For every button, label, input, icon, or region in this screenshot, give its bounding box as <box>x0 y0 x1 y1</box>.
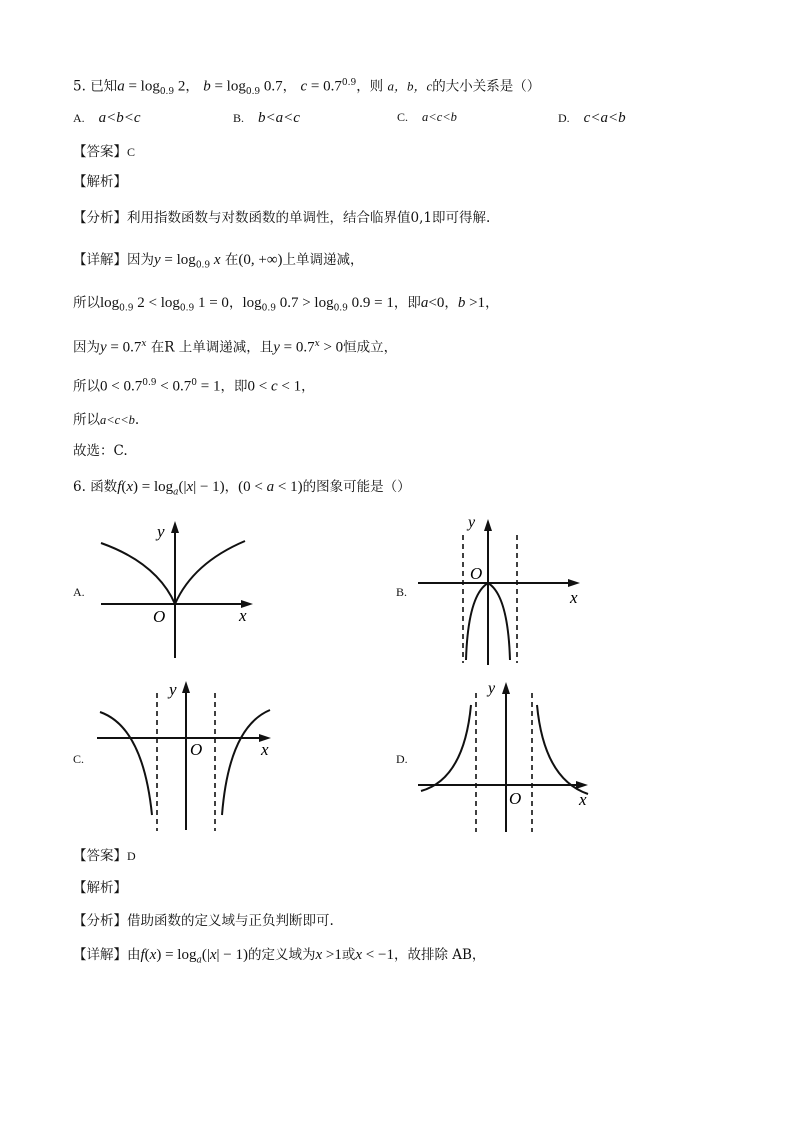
graph-a-y-label: y <box>157 522 165 541</box>
graph-a-x-label: x <box>239 606 247 625</box>
graph-b-x-label: x <box>570 588 578 607</box>
q6-answer: 【答案】D <box>73 848 136 864</box>
figure-d-label: D. <box>396 752 408 766</box>
q5-option-d: D. c<a<b <box>558 110 626 126</box>
graph-c <box>95 675 280 835</box>
q5-detail-3: 因为$y = 0.7^x$ 在R 上单调递减，且$y = 0.7^x > 0$恒成立， <box>73 339 398 356</box>
q6-analysis: 【分析】借助函数的定义域与正负判断即可. <box>73 913 334 929</box>
graph-d-y-label: y <box>488 680 496 697</box>
q5-option-a: A. a<b<c <box>73 110 141 126</box>
graph-b-y-label: y <box>468 514 476 531</box>
graph-c-x-label: x <box>261 740 269 759</box>
q6-jiexi-tag: 【解析】 <box>73 880 127 896</box>
q6-stem: 6. 函数$f(x) = \log_a(|x| - 1)$，(0 < a < 1)的图象可能是（） <box>73 479 411 498</box>
graph-b-origin-label: O <box>470 564 483 583</box>
graph-d-origin-label: O <box>509 789 522 808</box>
q5-detail-5: 所以a<c<b. <box>73 412 140 428</box>
graph-a <box>95 515 265 660</box>
q5-jiexi-tag: 【解析】 <box>73 174 127 190</box>
q5-detail-4: 所以$0 < 0.7^{0.9} < 0.7^0 = 1$，即0 < c < 1， <box>73 378 315 395</box>
q5-conclusion: 故选：C. <box>73 443 128 459</box>
graph-a-origin-label: O <box>153 607 166 626</box>
q5-option-b: B. b<a<c <box>233 110 300 126</box>
q5-stem: 5. 已知$a = \log_{0.9} 2$， $b = \log_{0.9} 0.7$， $c = 0.7^{0.9}$，则 a，b，c的大小关系是（） <box>73 78 541 98</box>
figure-b-label: B. <box>396 585 408 599</box>
graph-c-origin-label: O <box>190 740 203 759</box>
q5-detail-2: 所以$\log_{0.9} 2 < \log_{0.9} 1 = 0$，$\log_{0.9} 0.7 > \log_{0.9} 0.9 = 1$，即a<0，b >1， <box>73 295 499 314</box>
graph-c-y-label: y <box>169 680 177 699</box>
graph-d-x-label: x <box>579 790 587 809</box>
figure-c-label: C. <box>73 752 85 766</box>
q6-detail-1: 【详解】由$f(x) = \log_a(|x| - 1)$的定义域为x >1或x < −1，故排除 AB， <box>73 947 486 966</box>
q5-analysis: 【分析】利用指数函数与对数函数的单调性，结合临界值0,1即可得解. <box>73 210 491 226</box>
graph-d <box>416 675 601 835</box>
q5-option-c: C. a<c<b <box>397 110 457 124</box>
figure-a-label: A. <box>73 585 85 599</box>
q5-answer: 【答案】C <box>73 144 136 160</box>
graph-b <box>416 515 586 670</box>
q5-detail-1: 【详解】因为$y = \log_{0.9} x$ 在(0, +∞)上单调递减， <box>73 252 364 271</box>
